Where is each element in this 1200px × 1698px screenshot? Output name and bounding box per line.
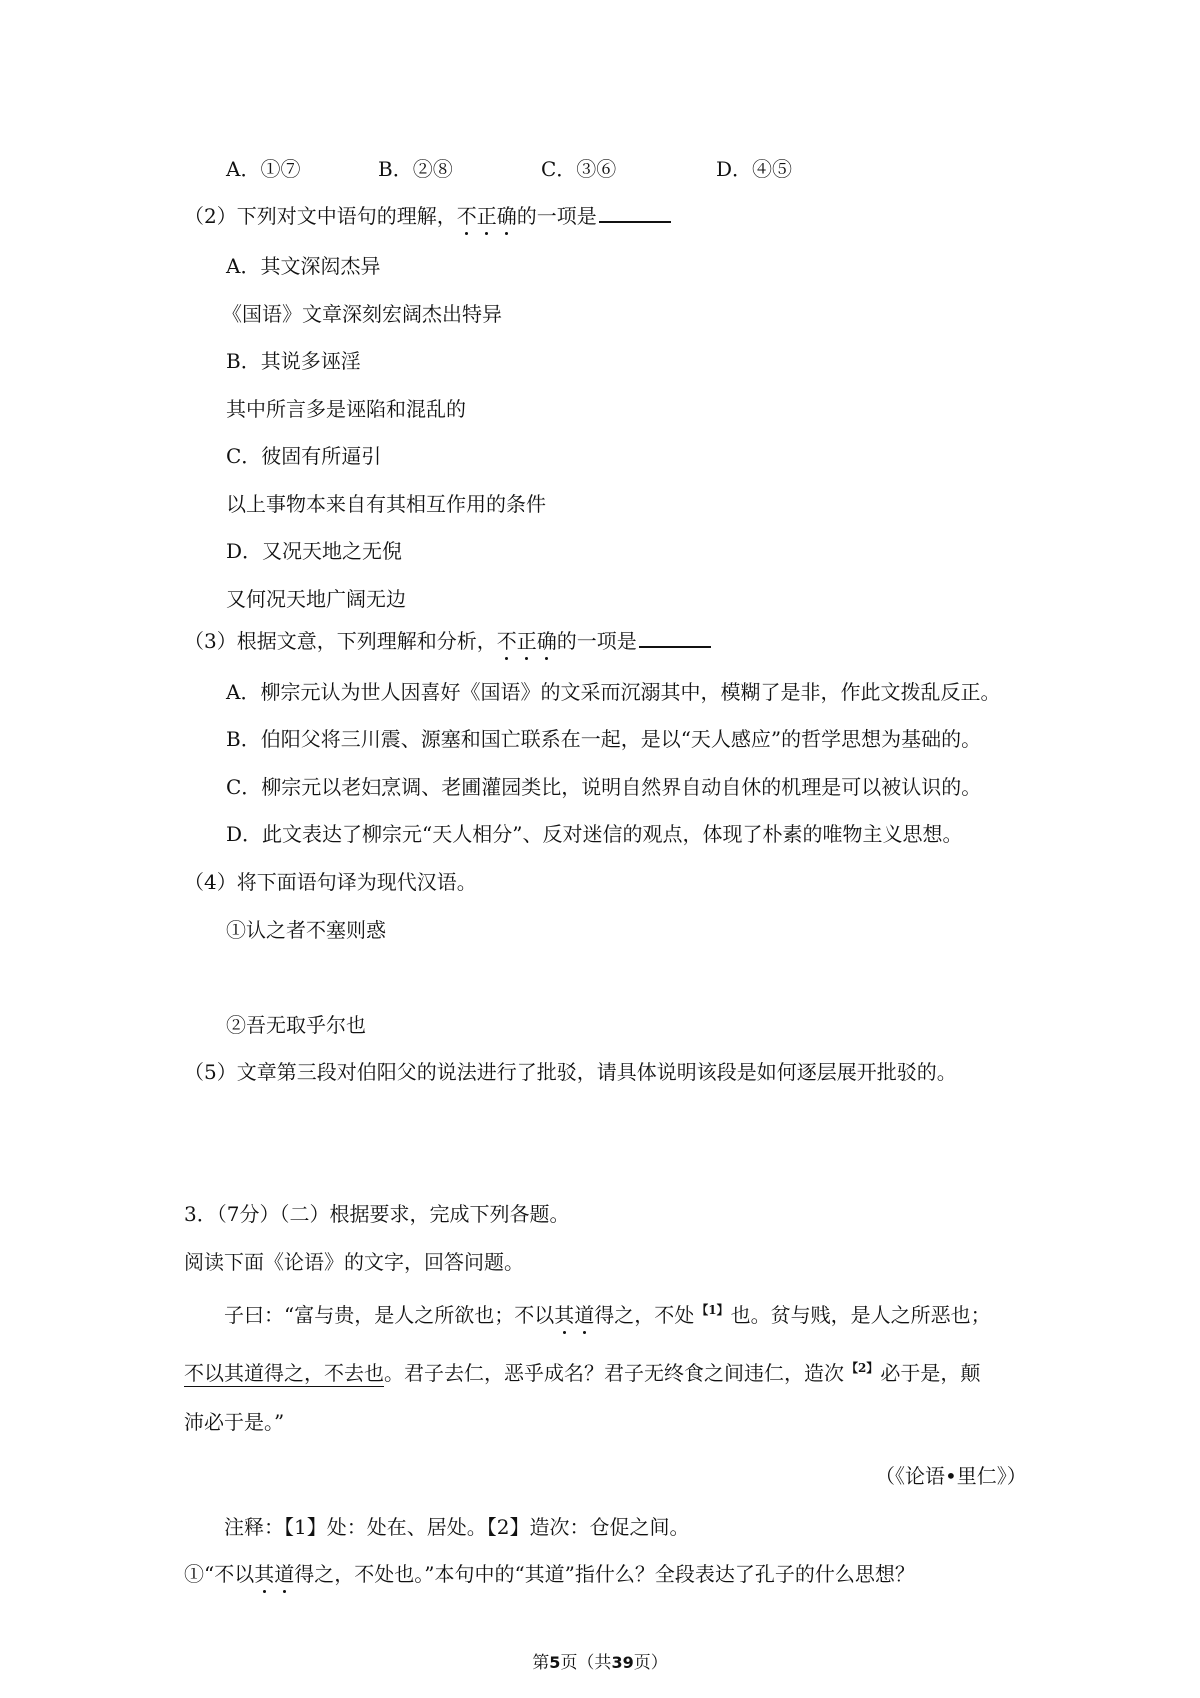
q1-option-b: B．②⑧ — [378, 157, 453, 181]
q1-option-d: D．④⑤ — [716, 157, 793, 181]
q2-option-a: A．其文深闳杰异 — [226, 254, 381, 278]
q3-option-c: C．柳宗元以老妇烹调、老圃灌园类比，说明自然界自动自休的机理是可以被认识的。 — [226, 775, 982, 799]
q3-stem: （3）根据文意，下列理解和分析，不正确的一项是 — [184, 628, 711, 653]
q1-option-a: A．①⑦ — [226, 157, 301, 181]
q2-explanation-c: 以上事物本来自有其相互作用的条件 — [226, 492, 546, 516]
answer-blank — [599, 203, 671, 223]
q2-stem: （2）下列对文中语句的理解，不正确的一项是 — [184, 203, 671, 228]
sub-question-1: ①“不以其道得之，不处也。”本句中的“其道”指什么？全段表达了孔子的什么思想？ — [184, 1562, 915, 1586]
q2-explanation-a: 《国语》文章深刻宏阔杰出特异 — [222, 302, 502, 326]
q2-explanation-d: 又何况天地广阔无边 — [226, 587, 406, 611]
passage-source: （《论语•里仁》） — [875, 1464, 1027, 1488]
q2-explanation-b: 其中所言多是诬陷和混乱的 — [226, 397, 466, 421]
q2-option-d: D．又况天地之无倪 — [226, 539, 403, 563]
page-footer: 第5页（共39页） — [532, 1653, 668, 1673]
passage-line-1: 子曰：“富与贵，是人之所欲也；不以其道得之，不处 $^{【1】}$ 也。贫与贱，是人之所恶也； — [224, 1303, 991, 1327]
footnote-marker-2: 【2】 — [846, 1361, 879, 1375]
footnote-marker-1: 【1】 — [696, 1303, 729, 1317]
q3-heading: 3．（7分）（二）根据要求，完成下列各题。 — [184, 1202, 570, 1226]
q3-option-d: D．此文表达了柳宗元“天人相分”、反对迷信的观点，体现了朴素的唯物主义思想。 — [226, 822, 963, 846]
passage-line-2: 不以其道得之，不去也。君子去仁，恶乎成名？君子无终食之间违仁，造次 $^{【2】}$ 必于是，颠 — [184, 1361, 981, 1385]
q5-stem: （5）文章第三段对伯阳父的说法进行了批驳，请具体说明该段是如何逐层展开批驳的。 — [184, 1060, 957, 1084]
q1-option-c: C．③⑥ — [541, 157, 617, 181]
passage-line-3: 沛必于是。” — [184, 1410, 285, 1434]
q4-item-2: ②吾无取乎尔也 — [226, 1013, 366, 1037]
annotation: 注释：【1】处：处在、居处。【2】造次：仓促之间。 — [224, 1515, 690, 1539]
q3-option-a: A．柳宗元认为世人因喜好《国语》的文采而沉溺其中，模糊了是非，作此文拨乱反正。 — [226, 680, 1001, 704]
q2-option-c: C．彼固有所逼引 — [226, 444, 382, 468]
q3-option-b: B．伯阳父将三川震、源塞和国亡联系在一起，是以“天人感应”的哲学思想为基础的。 — [226, 727, 982, 751]
underlined-sentence: 不以其道得之，不去也 — [184, 1361, 384, 1385]
answer-blank — [639, 628, 711, 648]
q4-item-1: ①认之者不塞则惑 — [226, 918, 386, 942]
q2-option-b: B．其说多诬淫 — [226, 349, 361, 373]
q4-stem: （4）将下面语句译为现代汉语。 — [184, 870, 477, 894]
q3-intro: 阅读下面《论语》的文字，回答问题。 — [184, 1250, 524, 1274]
